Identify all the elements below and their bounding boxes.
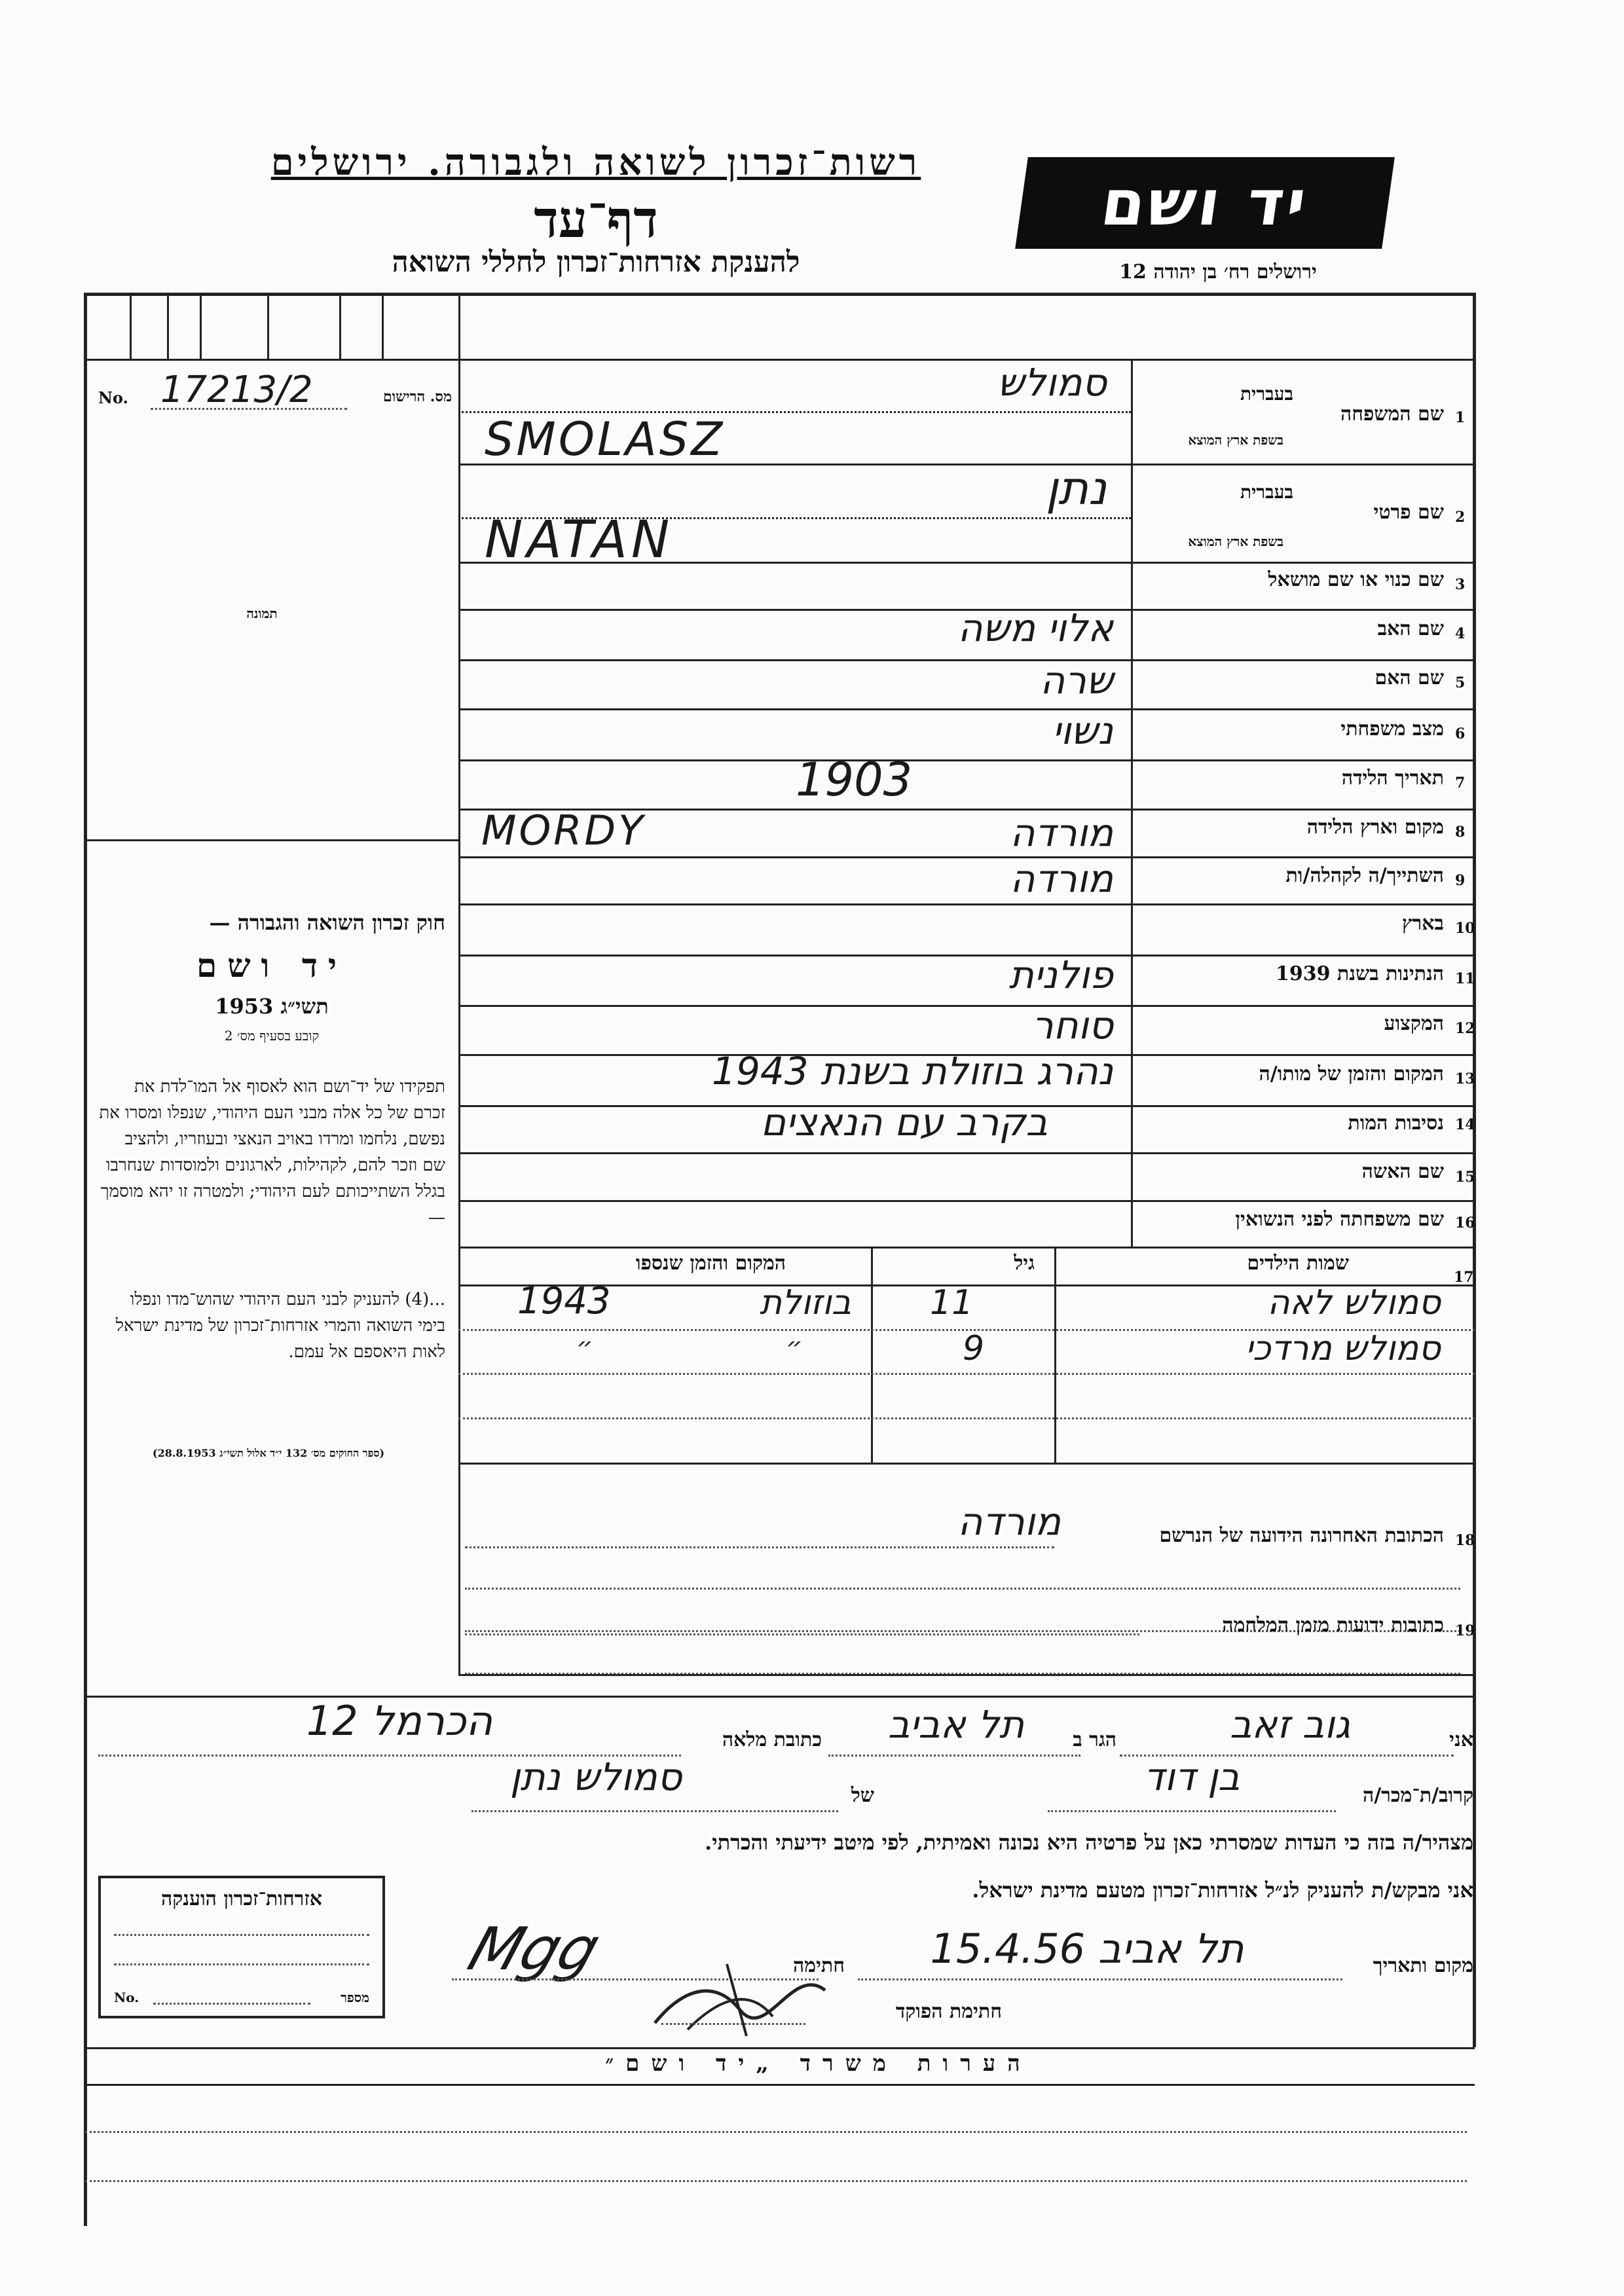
field-7-number: 7	[1455, 774, 1466, 792]
registration-number	[98, 369, 452, 416]
decl-declarant: גוב זאב	[1229, 1702, 1351, 1747]
field-13-number: 13	[1455, 1070, 1475, 1087]
photo-label: תמונה	[246, 606, 278, 621]
yad-vashem-logo	[1015, 157, 1395, 249]
field-8-number: 8	[1455, 824, 1466, 841]
child-2-name: סמולש מרדכי	[1245, 1329, 1441, 1368]
citizenship-stamp-box	[98, 1876, 385, 2018]
form-subtitle: להענקת אזרחות־זכרון לחללי השואה	[392, 246, 800, 279]
field-16-number: 16	[1455, 1214, 1475, 1231]
field-12-value: סוחר	[1031, 1003, 1113, 1048]
field-10-label: בארץ	[1401, 912, 1444, 935]
logo-text: יד ושם	[1096, 166, 1314, 240]
decl-place-date: מקום ותאריך	[1373, 1954, 1473, 1977]
field-4-label: שם האב	[1377, 617, 1444, 640]
field-1-number: 1	[1455, 409, 1466, 426]
decl-ani: אני	[1449, 1728, 1473, 1751]
field-1-value-orig: SMOLASZ	[485, 412, 726, 466]
form-title: דף־עד	[534, 190, 658, 249]
field-11-number: 11	[1455, 970, 1475, 987]
decl-signature-label: חתימה	[793, 1954, 845, 1977]
field-10-number: 10	[1455, 920, 1475, 937]
field-1-sub-orig: בשפת ארץ המוצא	[1188, 432, 1283, 448]
no-prefix: No.	[98, 388, 128, 407]
field-7-value: 1903	[796, 753, 913, 807]
field-5-label: שם האם	[1375, 666, 1444, 689]
law-title: חוק זכרון השואה והגבורה —	[209, 910, 445, 935]
field-15-number: 15	[1455, 1169, 1475, 1186]
law-body-2: ...(4) להעניק לבני העם היהודי שהוש־מדו ונפלו בימי השואה והמרי אזרחות־זכרון של מדינת ישראל לאות היאספם אל עמם.	[115, 1290, 445, 1362]
children-number: 17	[1454, 1269, 1474, 1286]
children-col-age: גיל	[1014, 1252, 1035, 1275]
field-2-sub-heb: בעברית	[1240, 481, 1293, 503]
field-18-number: 18	[1455, 1532, 1475, 1549]
field-14-number: 14	[1455, 1116, 1475, 1133]
field-6-label: מצב משפחתי	[1340, 718, 1444, 740]
law-clause: קובע בסעיף מס׳ 2	[224, 1028, 320, 1044]
stamp-box-title: אזרחות־זכרון הוענקה	[160, 1887, 323, 1910]
field-15-label: שם האשה	[1361, 1160, 1444, 1183]
field-14-value: בקרב עם הנאצים	[760, 1100, 1048, 1144]
child-2-place: ״	[786, 1332, 803, 1362]
field-3-label: שם כנוי או שם מושאל	[1268, 568, 1444, 591]
decl-statement-2: אני מבקש/ת להעניק לנ״ל אזרחות־זכרון מטעם מדינת ישראל.	[972, 1878, 1473, 1903]
field-2-value-heb: נתן	[1045, 462, 1107, 515]
child-2-year: ״	[576, 1332, 593, 1362]
decl-address-value: הכרמל 12	[306, 1697, 493, 1745]
decl-city: תל אביב	[887, 1702, 1025, 1747]
law-org: יד ושם	[196, 946, 347, 985]
field-5-value: שרה	[1040, 658, 1113, 702]
field-9-number: 9	[1455, 872, 1466, 889]
officer-signature-scribble	[642, 1951, 838, 2043]
field-7-label: תאריך הלידה	[1341, 767, 1444, 790]
field-4-number: 4	[1455, 625, 1466, 642]
field-3-number: 3	[1455, 576, 1466, 593]
child-1-place: בוזולת	[759, 1283, 851, 1322]
decl-of-value: סמולש נתן	[509, 1755, 682, 1799]
registration-label: מס. הרישום	[382, 388, 452, 405]
field-4-value: אלוי משה	[957, 606, 1113, 650]
law-year: תשי״ג 1953	[215, 994, 329, 1019]
field-16-label: שם משפחתה לפני הנשואין	[1235, 1208, 1444, 1231]
label-column-divider	[1131, 359, 1133, 1247]
field-11-value: פולנית	[1008, 953, 1113, 997]
left-column-divider	[458, 293, 460, 1674]
field-2-label: שם פרטי	[1373, 501, 1444, 524]
decl-full-address: כתובת מלאה	[722, 1728, 822, 1751]
child-1-name: סמולש לאה	[1267, 1283, 1441, 1322]
registration-value: 17213/2	[160, 369, 313, 411]
decl-lives-in: הגר ב	[1073, 1728, 1116, 1751]
decl-statement-1: מצהיר/ה בזה כי העדות שמסרתי כאן על פרטיה היא נכונה ואמיתית, לפי מיטב ידיעתי והכרתי.	[705, 1830, 1473, 1855]
stamp-box-no: No.	[114, 1990, 139, 2005]
decl-of: של	[851, 1784, 874, 1807]
field-5-number: 5	[1455, 674, 1466, 691]
children-col-place: המקום והזמן שנספו	[635, 1252, 786, 1275]
field-9-value: מורדה	[1010, 856, 1113, 901]
stamp-box-number: מספר	[341, 1990, 369, 2005]
field-2-value-orig: NATAN	[485, 511, 674, 570]
child-1-year: 1943	[517, 1280, 611, 1322]
footer-remarks-title: הערות משרד „יד ושם״	[605, 2050, 1032, 2077]
decl-signature: Mgg	[460, 1915, 608, 1984]
field-11-label: הנתינות בשנת 1939	[1275, 962, 1444, 985]
field-12-number: 12	[1455, 1020, 1475, 1037]
decl-officer-signature: חתימת הפוקד	[895, 2000, 1002, 2023]
decl-relation: בן דוד	[1143, 1755, 1240, 1799]
law-source: (ספר החוקים מס׳ 132 י״ד אלול תשי״ג 28.8.1953)	[152, 1447, 385, 1459]
children-col-names: שמות הילדים	[1247, 1252, 1349, 1275]
field-1-value-heb: סמולש	[997, 360, 1107, 405]
child-2-age: 9	[963, 1329, 985, 1368]
field-9-label: השתייך/ה לקהלה/ות	[1285, 864, 1444, 887]
field-1-sub-heb: בעברית	[1240, 383, 1293, 405]
field-19-label: כתובות ידועות מזמן המלחמה	[1222, 1614, 1444, 1637]
authority-title: רשות־זכרון לשואה ולגבורה. ירושלים	[270, 141, 921, 184]
decl-relative: קרוב/ת־מכר/ה	[1362, 1784, 1473, 1807]
org-address: ירושלים רח׳ בן יהודה 12	[1119, 261, 1317, 283]
field-18-value: מורדה	[957, 1499, 1061, 1544]
field-6-number: 6	[1455, 725, 1466, 742]
field-13-label: המקום והזמן של מותו/ה	[1259, 1063, 1444, 1085]
field-2-sub-orig: בשפת ארץ המוצא	[1188, 534, 1283, 549]
law-body: תפקידו של יד־ושם הוא לאסוף אל המו־לדת את זכרם של כל אלה מבני העם היהודי, שנפלו ומסרו את נפשם, נלחמו ומרדו באויב הנאצי ובעוזריו, ולהציב שם וזכר להם, לקהילות, לארגונים ולמוסדות שנחרבו בגלל השתייכותם לעם היהודי; ולמטרה זו יהא מוסמך —	[99, 1077, 445, 1228]
decl-place-date-value: תל אביב 15.4.56	[930, 1925, 1244, 1973]
field-1-label: שם המשפחה	[1340, 403, 1444, 426]
field-2-number: 2	[1455, 509, 1466, 526]
field-8-value-latin: MORDY	[481, 807, 646, 854]
child-1-age: 11	[930, 1283, 974, 1322]
field-6-value: נשוי	[1052, 708, 1113, 753]
field-18-label: הכתובת האחרונה הידועה של הנרשם	[1159, 1524, 1444, 1547]
field-8-value: מורדה	[1010, 811, 1113, 855]
field-8-label: מקום וארץ הלידה	[1306, 816, 1444, 839]
field-14-label: נסיבות המות	[1348, 1112, 1444, 1135]
field-12-label: המקצוע	[1384, 1012, 1444, 1035]
field-19-number: 19	[1455, 1622, 1475, 1639]
field-13-value: נהרג בוזולת בשנת 1943	[712, 1049, 1113, 1093]
